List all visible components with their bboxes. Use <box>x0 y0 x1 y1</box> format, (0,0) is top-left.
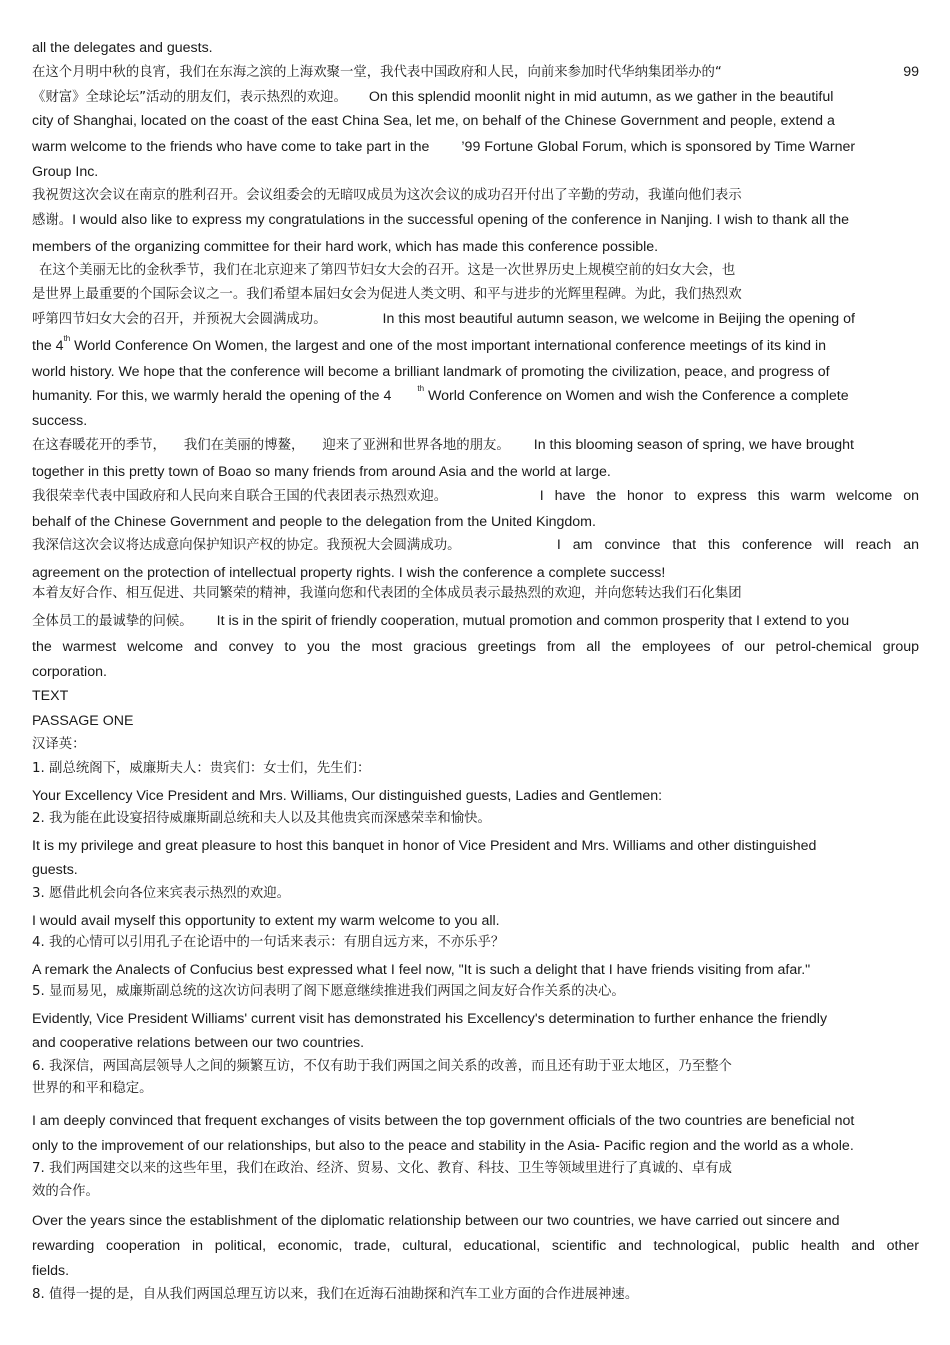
list-item-english: I am deeply convinced that frequent exchanges of visits between the top government officials of the two countries are beneficial not <box>32 1112 855 1129</box>
text-line: success. <box>32 412 88 429</box>
english-text: warm welcome to the friends who have come to take part in the <box>32 139 430 156</box>
list-item-english: only to the improvement of our relationships, but also to the peace and stability in the Asia- Pacific region and the world as a whole. <box>32 1137 854 1154</box>
superscript: th <box>417 383 425 393</box>
english-text: World Conference on Women and wish the Conference a complete <box>428 387 849 404</box>
text-line <box>32 433 919 460</box>
text-line: agreement on the protection of intellectual property rights. I wish the conference a complete success! <box>32 564 666 581</box>
section-heading: PASSAGE ONE <box>32 712 134 729</box>
text-line <box>32 334 919 360</box>
text-line <box>32 384 919 409</box>
text-line <box>32 533 919 561</box>
english-text: I have the honor to express this warm welcome on <box>539 487 919 504</box>
text-line: city of Shanghai, located on the coast of the east China Sea, let me, on behalf of the Chinese Government and people, extend a <box>32 113 835 130</box>
english-text: the 4 <box>32 337 64 354</box>
list-item-chinese: 效的合作。 <box>32 1183 99 1199</box>
text-line: world history. We hope that the conference will become a brilliant landmark of promoting the civilization, peace, and progress of <box>32 363 830 380</box>
chinese-line: 是世界上最重要的个国际会议之一。我们希望本届妇女会为促进人类文明、和平与进步的光辉里程碑。为此，我们热烈欢 <box>32 286 742 302</box>
text-line: corporation. <box>32 663 107 680</box>
text-line: members of the organizing committee for their hard work, which has made this conference possible. <box>32 238 659 255</box>
chinese-text: 全体员工的最诚挚的问候。 <box>32 613 193 629</box>
chinese-text: 我深信这次会议将达成意向保护知识产权的协定。我预祝大会圆满成功。 <box>32 537 461 553</box>
list-item-chinese: 4. 我的心情可以引用孔子在论语中的一句话来表示：有朋自远方来，不亦乐乎？ <box>32 934 505 950</box>
text-line <box>32 135 919 160</box>
text-line: Group Inc. <box>32 163 99 180</box>
chinese-text: 我很荣幸代表中国政府和人民向来自联合王国的代表团表示热烈欢迎。 <box>32 488 448 504</box>
list-item-english: guests. <box>32 861 78 878</box>
text-line <box>32 609 919 635</box>
text-line <box>32 307 919 334</box>
chinese-text: 《财富》全球论坛”活动的朋友们，表示热烈的欢迎。 <box>32 89 347 105</box>
chinese-text: 感谢。 <box>32 212 73 228</box>
list-item-english: Evidently, Vice President Williams' current visit has demonstrated his Excellency's determination to further enhance the friendly <box>32 1010 828 1027</box>
english-text: I would also like to express my congratulations in the successful opening of the conference in Nanjing. I wish to thank all the <box>72 211 849 228</box>
english-text: World Conference On Women, the largest and one of the most important international conference meetings of its kind in <box>70 337 826 354</box>
text-line: together in this pretty town of Boao so many friends from around Asia and the world at large. <box>32 463 611 480</box>
chinese-text: 呼第四节妇女大会的召开，并预祝大会圆满成功。 <box>32 311 327 327</box>
chinese-text: 在这春暖花开的季节， <box>32 437 166 453</box>
section-heading: TEXT <box>32 687 69 704</box>
chinese-text: 在这个月明中秋的良宵，我们在东海之滨的上海欢聚一堂，我代表中国政府和人民，向前来参加时代华纳集团举办的“ <box>32 65 722 80</box>
list-item-english: A remark the Analects of Confucius best expressed what I feel now, "It is such a delight that I have friends visiting from afar." <box>32 961 811 978</box>
document-page <box>32 36 919 1307</box>
english-text: In this blooming season of spring, we have brought <box>533 436 854 453</box>
english-text: It is in the spirit of friendly cooperation, mutual promotion and common prosperity that I extend to you <box>216 612 850 629</box>
list-item-chinese: 6. 我深信，两国高层领导人之间的频繁互访，不仅有助于我们两国之间关系的改善，而且还有助于亚太地区，乃至整个 <box>32 1058 732 1074</box>
list-item-chinese: 2. 我为能在此设宴招待威廉斯副总统和夫人以及其他贵宾而深感荣幸和愉快。 <box>32 810 491 826</box>
text-line <box>32 60 919 85</box>
chinese-line: 汉译英： <box>32 736 86 752</box>
chinese-line: 我祝贺这次会议在南京的胜利召开。会议组委会的无暗叹成员为这次会议的成功召开付出了辛勤的劳动，我谨向他们表示 <box>32 187 742 203</box>
list-item-english: fields. <box>32 1262 70 1279</box>
list-item-english: It is my privilege and great pleasure to host this banquet in honor of Vice President and Mrs. Williams and other distinguished <box>32 837 817 854</box>
chinese-text: 迎来了亚洲和世界各地的朋友。 <box>322 437 510 453</box>
text-fragment: 99 <box>903 64 919 80</box>
chinese-line: 在这个美丽无比的金秋季节，我们在北京迎来了第四节妇女大会的召开。这是一次世界历史上规模空前的妇女大会，也 <box>39 262 736 278</box>
english-text: I am convince that this conference will reach an <box>556 536 919 553</box>
english-text: In this most beautiful autumn season, we welcome in Beijing the opening of <box>382 310 855 327</box>
list-item-chinese: 5. 显而易见，威廉斯副总统的这次访问表明了阁下愿意继续推进我们两国之间友好合作关系的决心。 <box>32 983 625 999</box>
text-line <box>32 85 919 110</box>
chinese-line: 本着友好合作、相互促进、共同繁荣的精神，我谨向您和代表团的全体成员表示最热烈的欢迎，并向您转达我们石化集团 <box>32 585 742 601</box>
list-item-english: Over the years since the establishment of the diplomatic relationship between our two countries, we have carried out sincere and <box>32 1212 840 1229</box>
list-item-english: Your Excellency Vice President and Mrs. Williams, Our distinguished guests, Ladies and Gentlemen: <box>32 787 663 804</box>
list-item-chinese: 1. 副总统阁下，威廉斯夫人：贵宾们：女士们，先生们： <box>32 760 371 776</box>
text-line: behalf of the Chinese Government and people to the delegation from the United Kingdom. <box>32 513 596 530</box>
chinese-text: 我们在美丽的博鳌， <box>183 437 305 453</box>
list-item-chinese: 3. 愿借此机会向各位来宾表示热烈的欢迎。 <box>32 885 291 901</box>
list-item-english: rewarding cooperation in political, economic, trade, cultural, educational, scientific and technological, public health and other <box>32 1237 919 1254</box>
list-item-chinese: 8. 值得一提的是，自从我们两国总理互访以来，我们在近海石油勘探和汽车工业方面的合作进展神速。 <box>32 1286 639 1302</box>
list-item-english: and cooperative relations between our two countries. <box>32 1034 365 1051</box>
text-line: all the delegates and guests. <box>32 40 213 56</box>
superscript: th <box>63 333 71 343</box>
list-item-english: I would avail myself this opportunity to extent my warm welcome to you all. <box>32 912 500 929</box>
text-line <box>32 208 919 235</box>
english-text: On this splendid moonlit night in mid autumn, as we gather in the beautiful <box>368 88 834 105</box>
list-item-chinese: 世界的和平和稳定。 <box>32 1080 153 1096</box>
text-line <box>32 484 919 510</box>
text-line: the warmest welcome and convey to you the most gracious greetings from all the employees of our petrol-chemical group <box>32 638 919 655</box>
english-text: humanity. For this, we warmly herald the opening of the 4 <box>32 387 392 404</box>
list-item-chinese: 7. 我们两国建交以来的这些年里，我们在政治、经济、贸易、文化、教育、科技、卫生等领域里进行了真诚的、卓有成 <box>32 1160 732 1176</box>
english-text: ’99 Fortune Global Forum, which is sponsored by Time Warner <box>461 139 856 156</box>
